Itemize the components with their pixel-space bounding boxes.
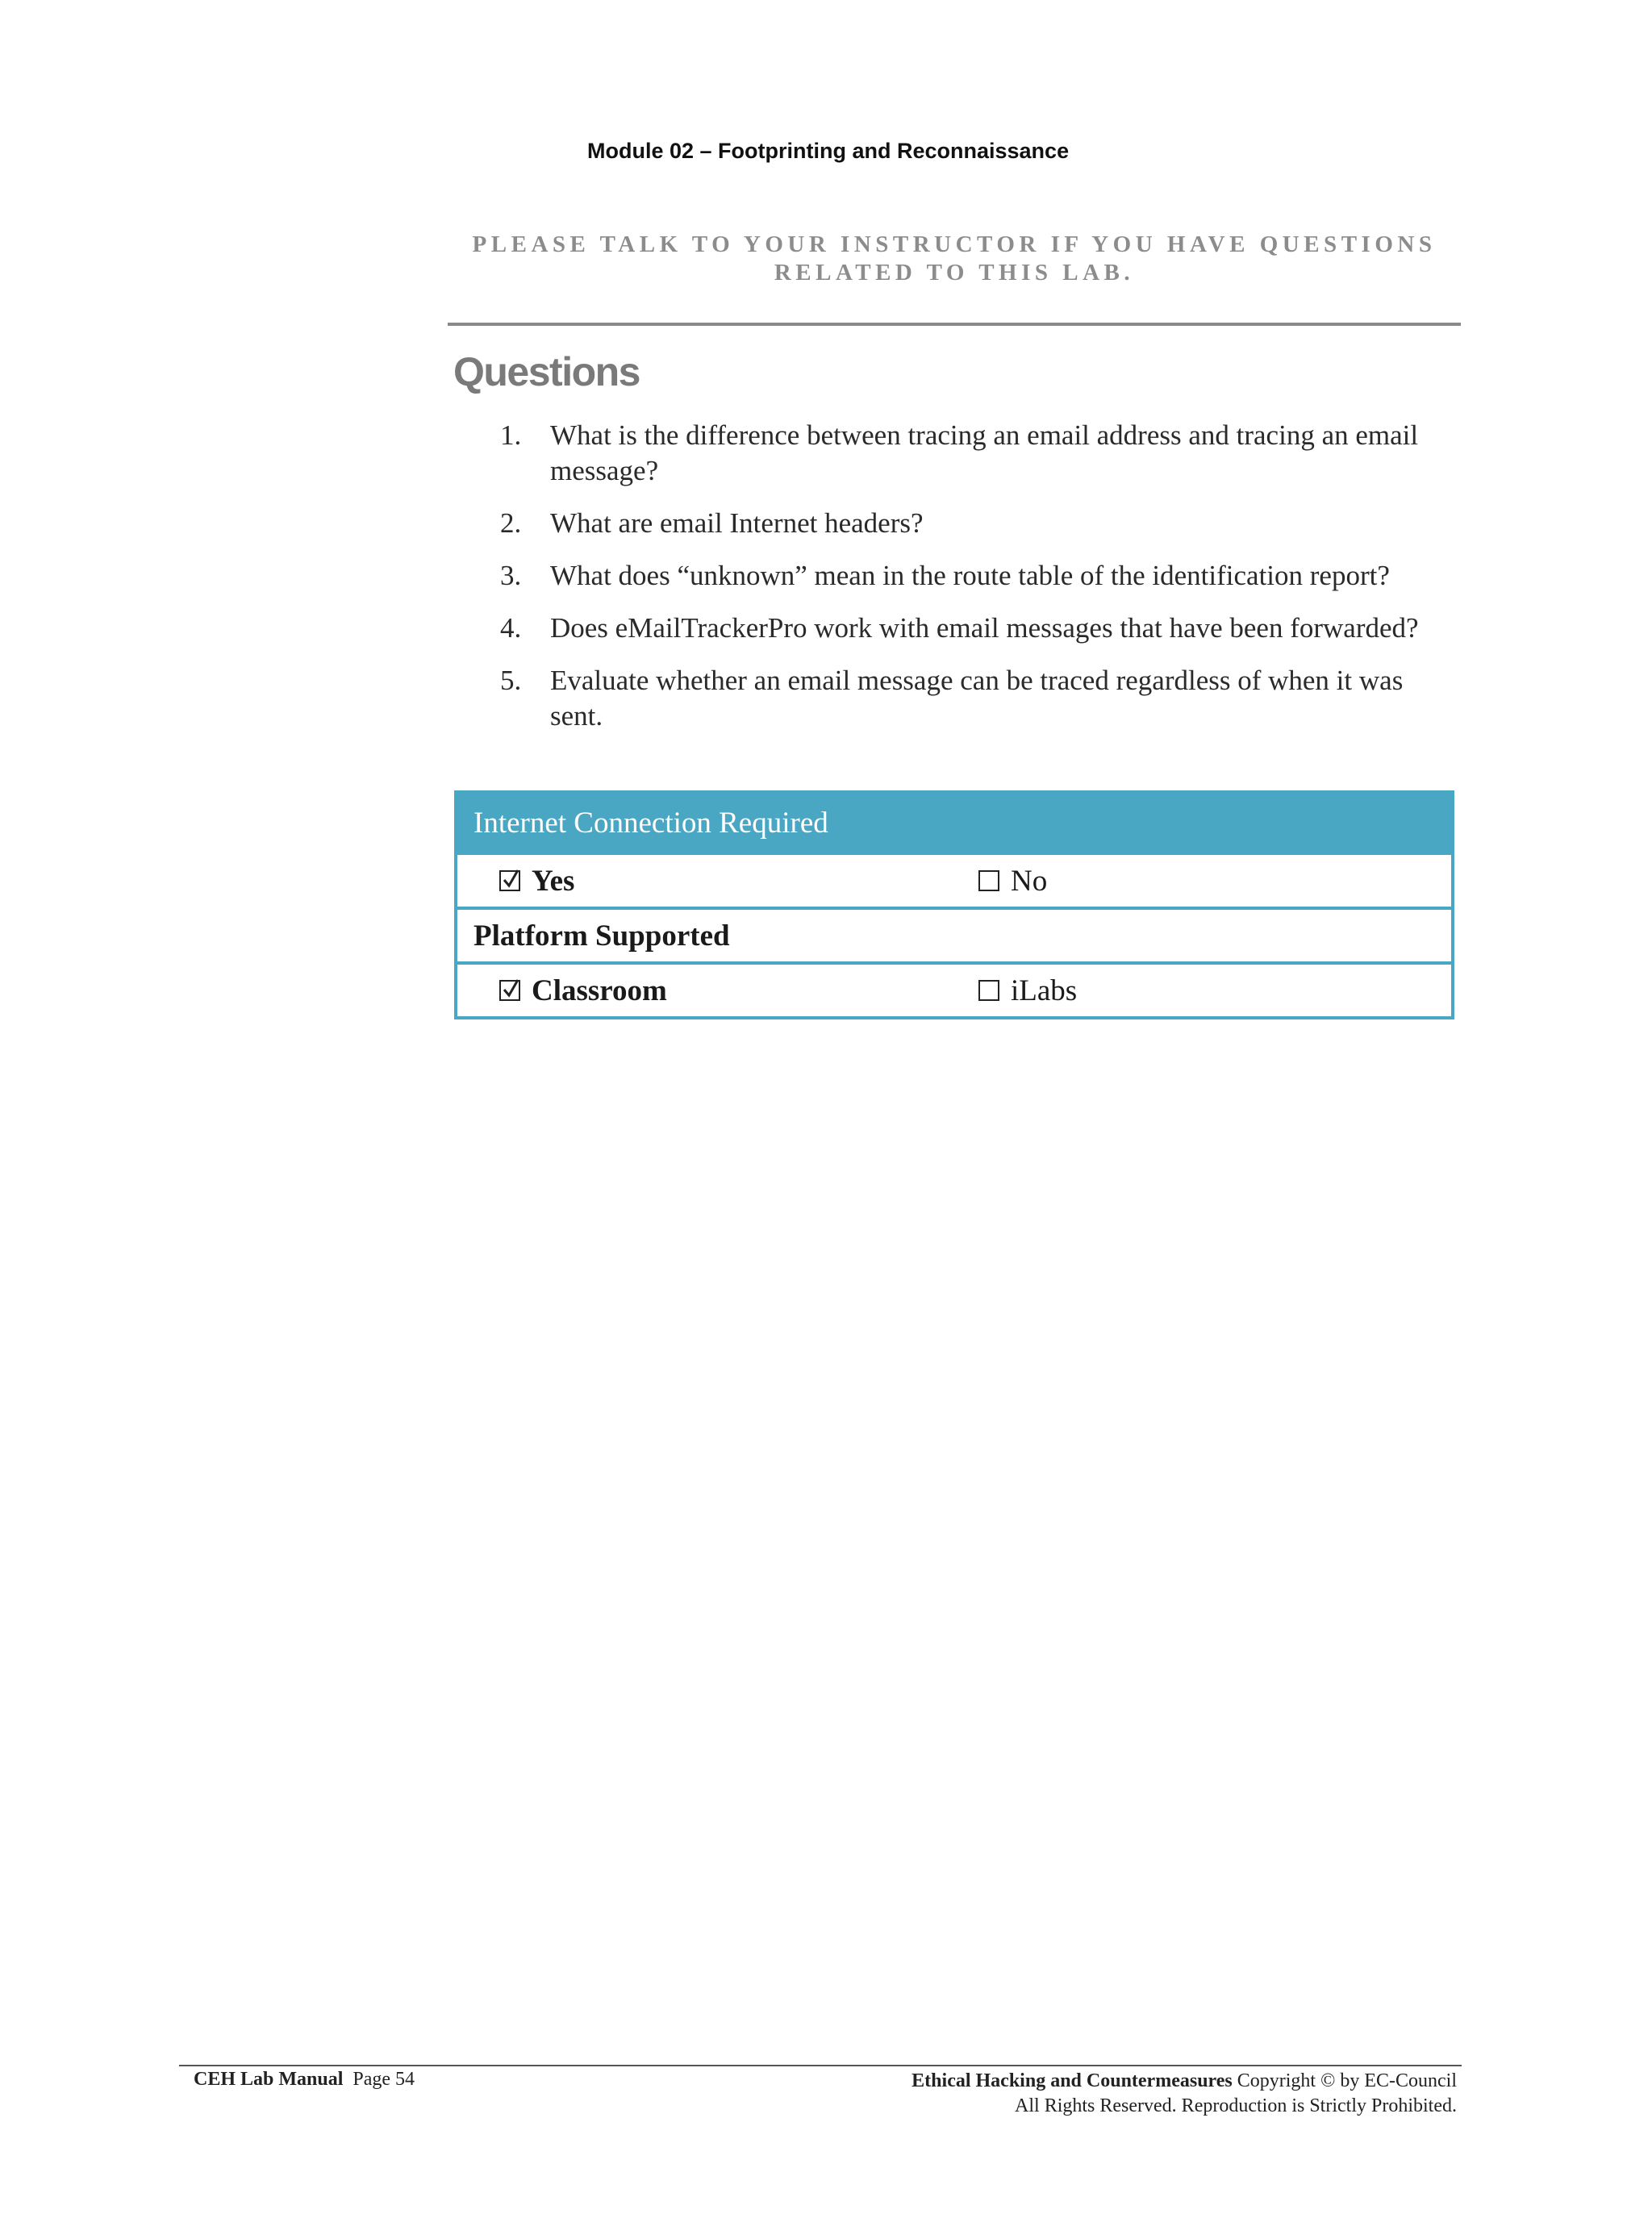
- question-item: [484, 663, 1462, 734]
- footer-divider: [179, 2065, 1462, 2066]
- internet-connection-header: Internet Connection Required: [457, 794, 1451, 855]
- footer-manual-label: CEH Lab Manual: [194, 2069, 344, 2090]
- checkbox-unchecked-icon: [978, 870, 999, 891]
- module-title: Module 02 – Footprinting and Reconnaissance: [587, 139, 1070, 163]
- classroom-option: [457, 974, 978, 1008]
- question-number: 2.: [500, 507, 522, 539]
- footer-manual-info: [194, 2069, 415, 2091]
- question-text: What is the difference between tracing an email address and tracing an email message?: [550, 419, 1419, 486]
- platform-supported-header: Platform Supported: [473, 919, 730, 953]
- section-title: Questions: [453, 349, 640, 394]
- connection-options-row: [457, 855, 1451, 910]
- instructor-note: [448, 231, 1461, 287]
- section-divider: [448, 323, 1461, 326]
- question-number: 4.: [500, 612, 522, 644]
- question-text: What are email Internet headers?: [550, 507, 924, 539]
- question-text: What does “unknown” mean in the route table of the identification report?: [550, 560, 1390, 591]
- platform-header-row: [457, 910, 1451, 965]
- platform-options-row: [457, 965, 1451, 1016]
- ilabs-option: [978, 974, 1077, 1008]
- questions-list: [484, 418, 1462, 751]
- classroom-label: Classroom: [532, 974, 667, 1007]
- instructor-note-line-1: PLEASE TALK TO YOUR INSTRUCTOR IF YOU HAVE QUESTIONS: [472, 231, 1437, 257]
- question-item: [484, 558, 1462, 594]
- checkbox-checked-icon: [499, 980, 520, 1001]
- question-number: 1.: [500, 419, 522, 451]
- footer-copyright-text: Copyright © by EC-Council: [1237, 2070, 1457, 2091]
- yes-option: [457, 864, 978, 898]
- instructor-note-line-2: RELATED TO THIS LAB.: [774, 260, 1135, 286]
- no-label: No: [1011, 864, 1048, 898]
- footer-page-number: Page 54: [353, 2069, 415, 2090]
- ilabs-label: iLabs: [1011, 974, 1078, 1007]
- footer-rights-text: All Rights Reserved. Reproduction is Strictly Prohibited.: [1015, 2095, 1457, 2116]
- footer-copyright: [912, 2069, 1457, 2119]
- question-number: 3.: [500, 560, 522, 591]
- question-item: [484, 611, 1462, 646]
- lab-requirements-table: [454, 790, 1454, 1019]
- question-item: [484, 506, 1462, 541]
- question-text: Does eMailTrackerPro work with email messages that have been forwarded?: [550, 612, 1419, 644]
- question-text: Evaluate whether an email message can be traced regardless of when it was sent.: [550, 665, 1404, 732]
- checkbox-unchecked-icon: [978, 980, 999, 1001]
- yes-label: Yes: [532, 864, 575, 898]
- checkbox-checked-icon: [499, 870, 520, 891]
- no-option: [978, 864, 1047, 898]
- footer-copyright-title: Ethical Hacking and Countermeasures: [912, 2070, 1233, 2091]
- question-item: [484, 418, 1462, 489]
- question-number: 5.: [500, 665, 522, 696]
